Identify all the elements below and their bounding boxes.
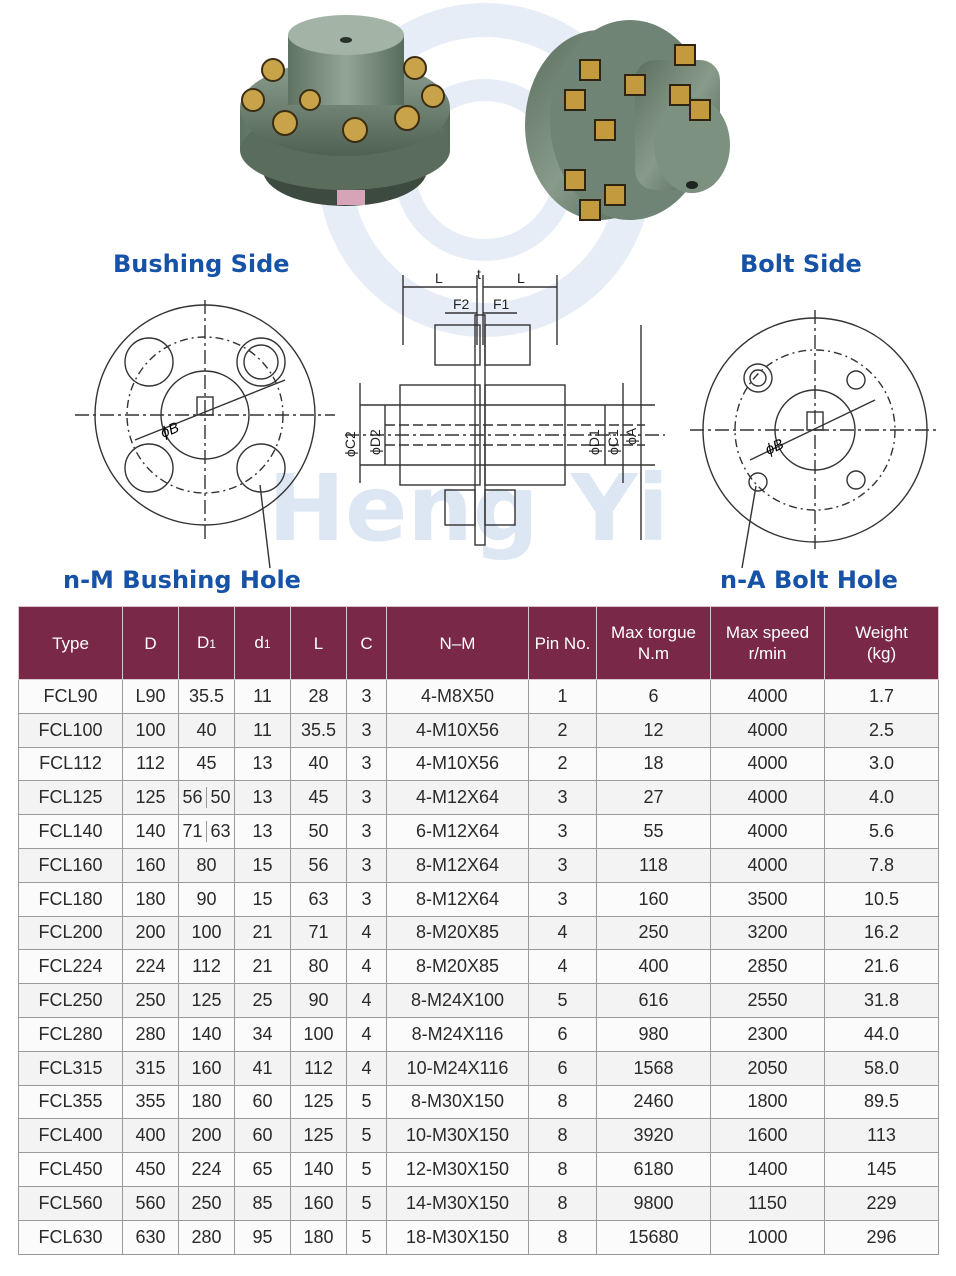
table-row [19,781,939,815]
table-cell: 5 [347,1220,387,1254]
table-cell: 8 [529,1153,597,1187]
table-cell: 8 [529,1220,597,1254]
table-cell: 4.0 [825,781,939,815]
table-cell: 200 [123,916,179,950]
table-cell: 80 [291,950,347,984]
table-cell: 296 [825,1220,939,1254]
table-cell: 4-M10X56 [387,747,529,781]
coupling-bushing-side-photo [225,0,470,215]
table-cell: 113 [825,1119,939,1153]
table-cell: FCL630 [19,1220,123,1254]
column-header: D [123,607,179,680]
table-cell: 4-M12X64 [387,781,529,815]
table-cell: 65 [235,1153,291,1187]
bushing-side-label: Bushing Side [113,250,290,278]
table-cell: 21 [235,916,291,950]
column-header: Type [19,607,123,680]
table-row [19,950,939,984]
table-cell: FCL400 [19,1119,123,1153]
table-cell: 6-M12X64 [387,815,529,849]
table-cell: 630 [123,1220,179,1254]
table-cell: 15 [235,882,291,916]
table-cell: 4-M10X56 [387,713,529,747]
table-row [19,984,939,1018]
table-cell: 100 [123,713,179,747]
column-header: Max torgue N.m [597,607,711,680]
bushing-side-drawing [75,300,335,575]
table-cell: 3 [347,848,387,882]
bolt-hole-label: n-A Bolt Hole [720,566,898,594]
table-cell: 250 [179,1186,235,1220]
table-cell: 280 [179,1220,235,1254]
column-header: Weight (kg) [825,607,939,680]
table-cell: 89.5 [825,1085,939,1119]
table-cell: 125 [291,1119,347,1153]
table-cell: 90 [291,984,347,1018]
table-cell: 112 [179,950,235,984]
table-cell: FCL450 [19,1153,123,1187]
table-cell: 125 [291,1085,347,1119]
table-cell: 2 [529,747,597,781]
table-row [19,747,939,781]
table-cell: 4 [347,1017,387,1051]
table-cell: FCL125 [19,781,123,815]
table-cell: 224 [179,1153,235,1187]
table-cell: 5 [347,1119,387,1153]
table-cell: 5 [347,1153,387,1187]
table-cell: 160 [179,1051,235,1085]
table-cell: 1568 [597,1051,711,1085]
table-cell: 112 [123,747,179,781]
table-cell: 1150 [711,1186,825,1220]
bolt-side-label: Bolt Side [740,250,862,278]
table-cell: 12 [597,713,711,747]
table-cell: FCL280 [19,1017,123,1051]
table-cell: 27 [597,781,711,815]
table-cell: 1.7 [825,680,939,714]
table-row [19,1119,939,1153]
table-cell: 5 [347,1186,387,1220]
table-row [19,1017,939,1051]
table-cell: 6 [597,680,711,714]
coupling-bolt-side-photo [510,5,740,230]
table-cell: 2850 [711,950,825,984]
table-cell: 4000 [711,815,825,849]
table-row [19,916,939,950]
dimension-c1: ϕC1 [605,429,621,455]
table-cell: 40 [291,747,347,781]
table-cell: FCL224 [19,950,123,984]
table-cell: 4 [347,1051,387,1085]
table-cell: 8-M20X85 [387,950,529,984]
table-cell: 56 50 [179,781,235,815]
table-cell: 250 [597,916,711,950]
table-cell: 4000 [711,680,825,714]
column-header: Max speed r/min [711,607,825,680]
table-cell: 400 [597,950,711,984]
table-cell: 12-M30X150 [387,1153,529,1187]
table-cell: 4 [347,950,387,984]
table-cell: FCL112 [19,747,123,781]
table-cell: FCL140 [19,815,123,849]
table-cell: 3 [529,848,597,882]
dimension-l-right: L [517,270,525,286]
table-cell: 10.5 [825,882,939,916]
table-header-row [19,607,939,680]
table-cell: 118 [597,848,711,882]
dimension-f2: F2 [453,296,470,312]
table-cell: 34 [235,1017,291,1051]
specification-table [18,606,939,1255]
table-cell: 6 [529,1051,597,1085]
table-cell: 31.8 [825,984,939,1018]
table-cell: 4000 [711,781,825,815]
table-cell: 63 [291,882,347,916]
table-cell: 45 [179,747,235,781]
table-cell: 13 [235,815,291,849]
table-cell: 3 [347,815,387,849]
table-cell: 125 [123,781,179,815]
table-cell: 8-M20X85 [387,916,529,950]
table-cell: 5 [347,1085,387,1119]
table-cell: 6180 [597,1153,711,1187]
table-cell: 160 [123,848,179,882]
table-cell: 40 [179,713,235,747]
table-cell: 11 [235,713,291,747]
table-cell: 95 [235,1220,291,1254]
table-cell: 400 [123,1119,179,1153]
table-cell: 4000 [711,747,825,781]
table-cell: 160 [597,882,711,916]
table-cell: 71 [291,916,347,950]
table-cell: 140 [123,815,179,849]
table-cell: 35.5 [291,713,347,747]
table-cell: 8-M12X64 [387,882,529,916]
table-cell: 8-M24X116 [387,1017,529,1051]
table-cell: 3 [347,680,387,714]
table-cell: 44.0 [825,1017,939,1051]
table-cell: 3 [347,781,387,815]
column-header: N–M [387,607,529,680]
table-cell: 3 [347,882,387,916]
table-row [19,1220,939,1254]
table-cell: 140 [291,1153,347,1187]
table-cell: 28 [291,680,347,714]
table-cell: 50 [291,815,347,849]
dimension-l-left: L [435,270,443,286]
table-cell: 3200 [711,916,825,950]
table-cell: 250 [123,984,179,1018]
table-cell: 11 [235,680,291,714]
table-row [19,680,939,714]
table-cell: 4000 [711,848,825,882]
table-cell: 10-M24X116 [387,1051,529,1085]
column-header: Pin No. [529,607,597,680]
table-cell: 90 [179,882,235,916]
table-cell: 3.0 [825,747,939,781]
dimension-b-left: ϕB [158,419,182,442]
table-cell: 9800 [597,1186,711,1220]
table-cell: 180 [179,1085,235,1119]
table-cell: 2300 [711,1017,825,1051]
table-cell: 2.5 [825,713,939,747]
table-cell: 7.8 [825,848,939,882]
table-row [19,815,939,849]
column-header: d1 [235,607,291,680]
table-cell: 56 [291,848,347,882]
table-cell: 3500 [711,882,825,916]
table-cell: 229 [825,1186,939,1220]
table-cell: 13 [235,781,291,815]
table-cell: 16.2 [825,916,939,950]
table-cell: 125 [179,984,235,1018]
table-cell: 58.0 [825,1051,939,1085]
table-cell: 15 [235,848,291,882]
table-cell: 8-M30X150 [387,1085,529,1119]
table-cell: 5 [529,984,597,1018]
table-cell: 85 [235,1186,291,1220]
table-cell: 8 [529,1085,597,1119]
table-cell: 980 [597,1017,711,1051]
table-cell: FCL560 [19,1186,123,1220]
table-cell: 8 [529,1186,597,1220]
table-cell: FCL250 [19,984,123,1018]
table-row [19,1186,939,1220]
table-cell: FCL90 [19,680,123,714]
table-cell: 1000 [711,1220,825,1254]
table-cell: 80 [179,848,235,882]
table-row [19,882,939,916]
bolt-side-drawing [690,300,950,575]
table-cell: 315 [123,1051,179,1085]
table-cell: 140 [179,1017,235,1051]
table-cell: 160 [291,1186,347,1220]
table-cell: 10-M30X150 [387,1119,529,1153]
table-cell: 55 [597,815,711,849]
table-cell: 60 [235,1085,291,1119]
table-cell: 21 [235,950,291,984]
table-cell: 4 [347,916,387,950]
table-body [19,680,939,1255]
table-cell: 4 [529,916,597,950]
table-cell: 4000 [711,713,825,747]
table-cell: 100 [291,1017,347,1051]
dimension-d2: ϕD2 [367,429,383,455]
table-cell: 3 [347,747,387,781]
bushing-hole-label: n-M Bushing Hole [63,566,301,594]
dimension-t: t [477,266,481,282]
table-cell: 5.6 [825,815,939,849]
table-cell: 21.6 [825,950,939,984]
table-cell: 8-M24X100 [387,984,529,1018]
table-cell: 71 63 [179,815,235,849]
table-cell: 4-M8X50 [387,680,529,714]
dimension-f1: F1 [493,296,510,312]
table-row [19,1085,939,1119]
table-row [19,1153,939,1187]
table-cell: 145 [825,1153,939,1187]
table-cell: 3 [529,781,597,815]
dimension-c2: ϕC2 [342,431,358,457]
table-cell: 180 [123,882,179,916]
table-cell: 2050 [711,1051,825,1085]
watermark: Heng Yi [268,455,669,562]
table-cell: 8-M12X64 [387,848,529,882]
table-cell: 200 [179,1119,235,1153]
table-cell: 112 [291,1051,347,1085]
table-cell: 45 [291,781,347,815]
table-cell: FCL100 [19,713,123,747]
table-cell: 450 [123,1153,179,1187]
table-cell: 3 [529,882,597,916]
table-cell: 60 [235,1119,291,1153]
table-cell: 3 [347,713,387,747]
table-cell: 355 [123,1085,179,1119]
table-cell: 18-M30X150 [387,1220,529,1254]
table-cell: 25 [235,984,291,1018]
table-cell: 616 [597,984,711,1018]
table-cell: 35.5 [179,680,235,714]
table-row [19,713,939,747]
table-cell: 13 [235,747,291,781]
table-cell: 18 [597,747,711,781]
table-cell: 2550 [711,984,825,1018]
table-cell: 1600 [711,1119,825,1153]
dimension-b-right: ϕB [762,435,787,459]
table-cell: 15680 [597,1220,711,1254]
section-drawing [342,265,675,555]
dimension-a: ϕA [623,427,639,445]
table-cell: FCL200 [19,916,123,950]
table-cell: 4 [347,984,387,1018]
column-header: D1 [179,607,235,680]
table-cell: 41 [235,1051,291,1085]
table-row [19,848,939,882]
table-cell: 8 [529,1119,597,1153]
table-cell: 2460 [597,1085,711,1119]
table-cell: 6 [529,1017,597,1051]
table-cell: 560 [123,1186,179,1220]
table-cell: FCL160 [19,848,123,882]
table-cell: 180 [291,1220,347,1254]
table-cell: 224 [123,950,179,984]
column-header: L [291,607,347,680]
table-cell: 2 [529,713,597,747]
table-cell: FCL355 [19,1085,123,1119]
column-header: C [347,607,387,680]
table-cell: L90 [123,680,179,714]
table-cell: 1 [529,680,597,714]
table-cell: 4 [529,950,597,984]
table-cell: 3920 [597,1119,711,1153]
table-cell: 14-M30X150 [387,1186,529,1220]
table-row [19,1051,939,1085]
table-cell: FCL180 [19,882,123,916]
table-cell: 100 [179,916,235,950]
table-cell: 3 [529,815,597,849]
dimension-d1: ϕD1 [586,429,602,455]
table-cell: 280 [123,1017,179,1051]
table-cell: FCL315 [19,1051,123,1085]
table-cell: 1400 [711,1153,825,1187]
table-cell: 1800 [711,1085,825,1119]
